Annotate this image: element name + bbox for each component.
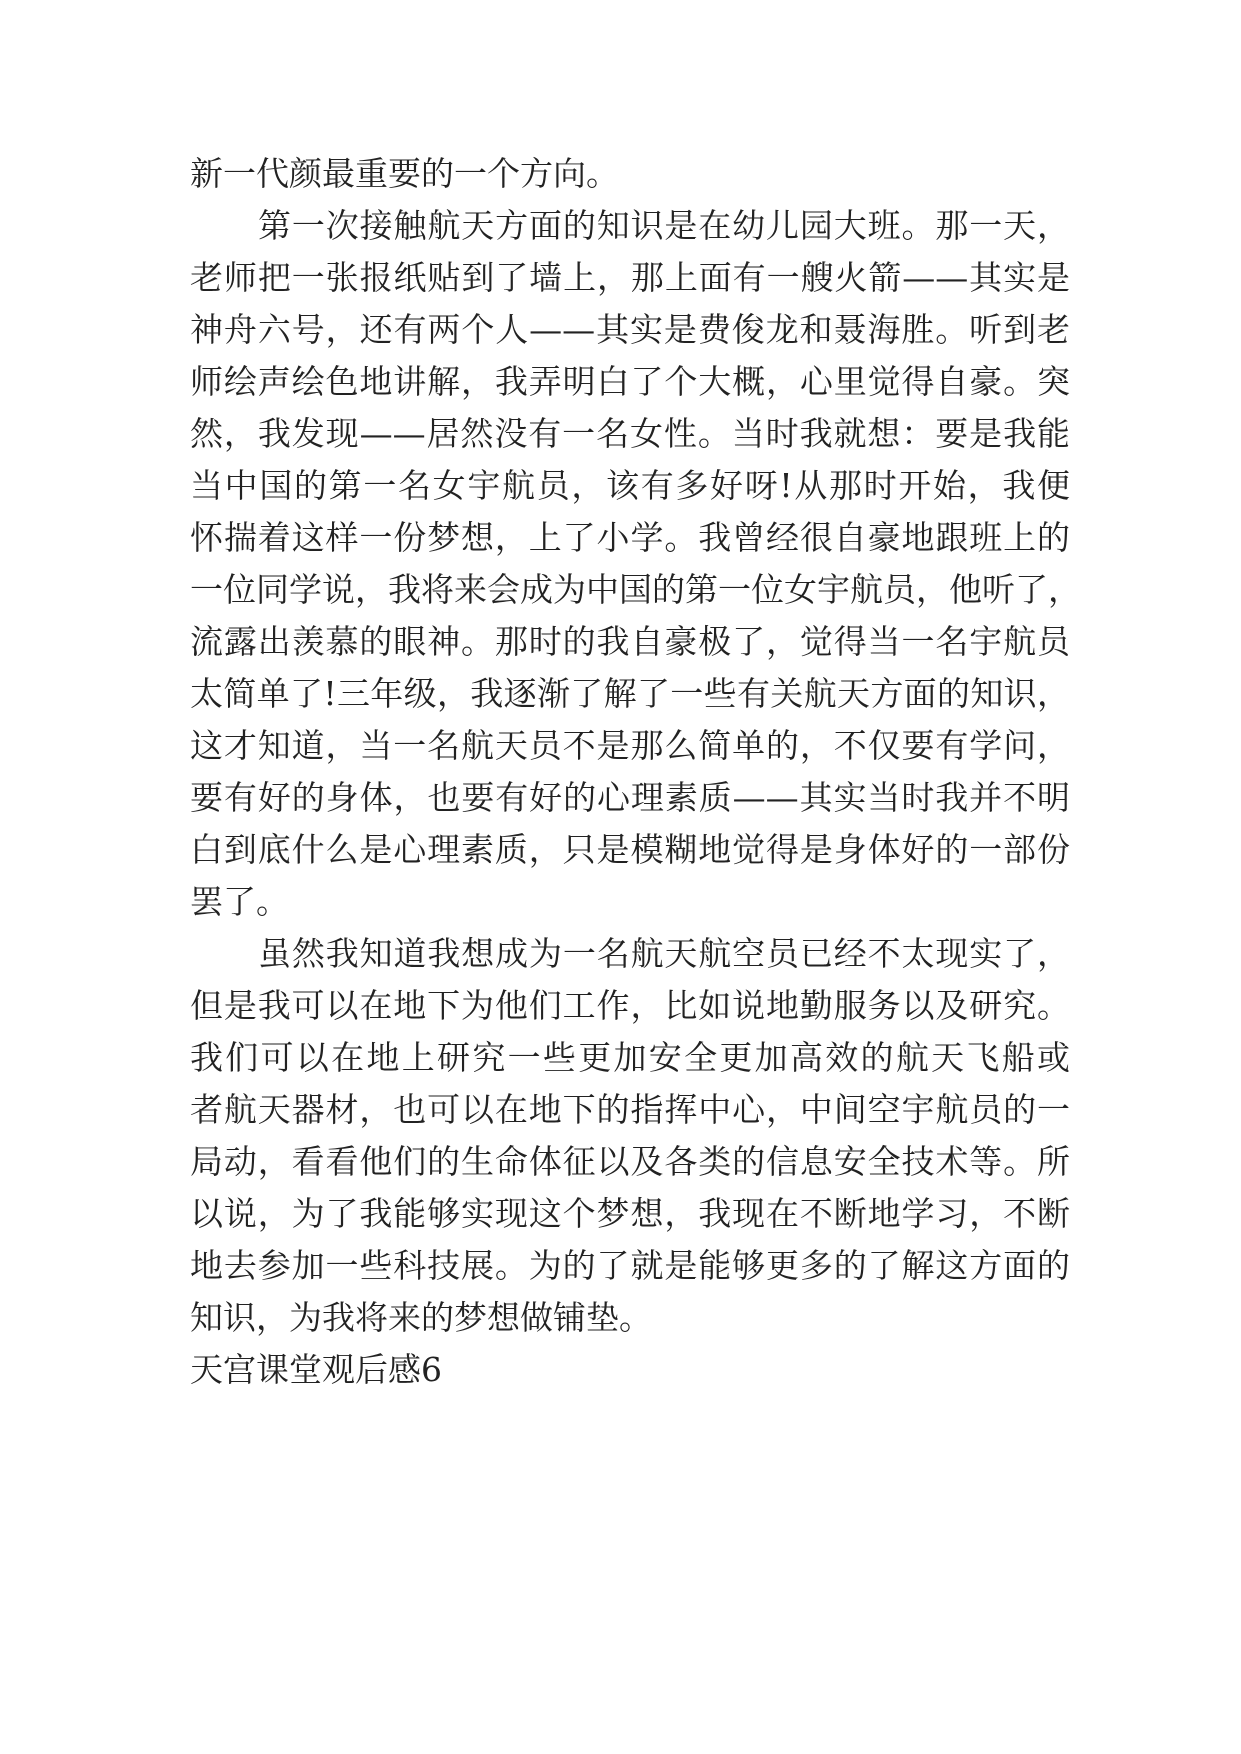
text-line: 但是我可以在地下为他们工作，比如说地勤服务以及研究。 [190,986,1070,1025]
text-line: 新一代颜最重要的一个方向。 [190,154,619,193]
text-line: 局动，看看他们的生命体征以及各类的信息安全技术等。所 [190,1142,1070,1181]
text-line: 太简单了!三年级，我逐渐了解了一些有关航天方面的知识， [190,674,1070,713]
section-title: 天宫课堂观后感6 [190,1350,442,1389]
text-line: 神舟六号，还有两个人——其实是费俊龙和聂海胜。听到老 [190,310,1070,349]
text-line: 罢了。 [190,882,289,921]
text-line: 地去参加一些科技展。为的了就是能够更多的了解这方面的 [190,1246,1070,1285]
text-line: 者航天器材，也可以在地下的指挥中心，中间空宇航员的一 [190,1090,1070,1129]
text-line: 这才知道，当一名航天员不是那么简单的，不仅要有学问， [190,726,1070,765]
text-line: 以说，为了我能够实现这个梦想，我现在不断地学习，不断 [190,1194,1070,1233]
text-line: 老师把一张报纸贴到了墙上，那上面有一艘火箭——其实是 [190,258,1070,297]
paragraph-first-line: 虽然我知道我想成为一名航天航空员已经不太现实了， [258,934,1070,973]
paragraph-first-line: 第一次接触航天方面的知识是在幼儿园大班。那一天， [258,206,1070,245]
text-line: 当中国的第一名女宇航员，该有多好呀!从那时开始，我便 [190,466,1070,505]
text-line: 知识，为我将来的梦想做铺垫。 [190,1298,652,1337]
text-line: 流露出羡慕的眼神。那时的我自豪极了，觉得当一名宇航员 [190,622,1070,661]
text-line: 要有好的身体，也要有好的心理素质——其实当时我并不明 [190,778,1070,817]
text-line: 然，我发现——居然没有一名女性。当时我就想：要是我能 [190,414,1070,453]
text-line: 一位同学说，我将来会成为中国的第一位女宇航员，他听了， [190,570,1081,609]
text-line: 怀揣着这样一份梦想，上了小学。我曾经很自豪地跟班上的 [190,518,1070,557]
text-line: 白到底什么是心理素质，只是模糊地觉得是身体好的一部份 [190,830,1070,869]
text-line: 师绘声绘色地讲解，我弄明白了个大概，心里觉得自豪。突 [190,362,1070,401]
text-line: 我们可以在地上研究一些更加安全更加高效的航天飞船或 [190,1038,1070,1077]
